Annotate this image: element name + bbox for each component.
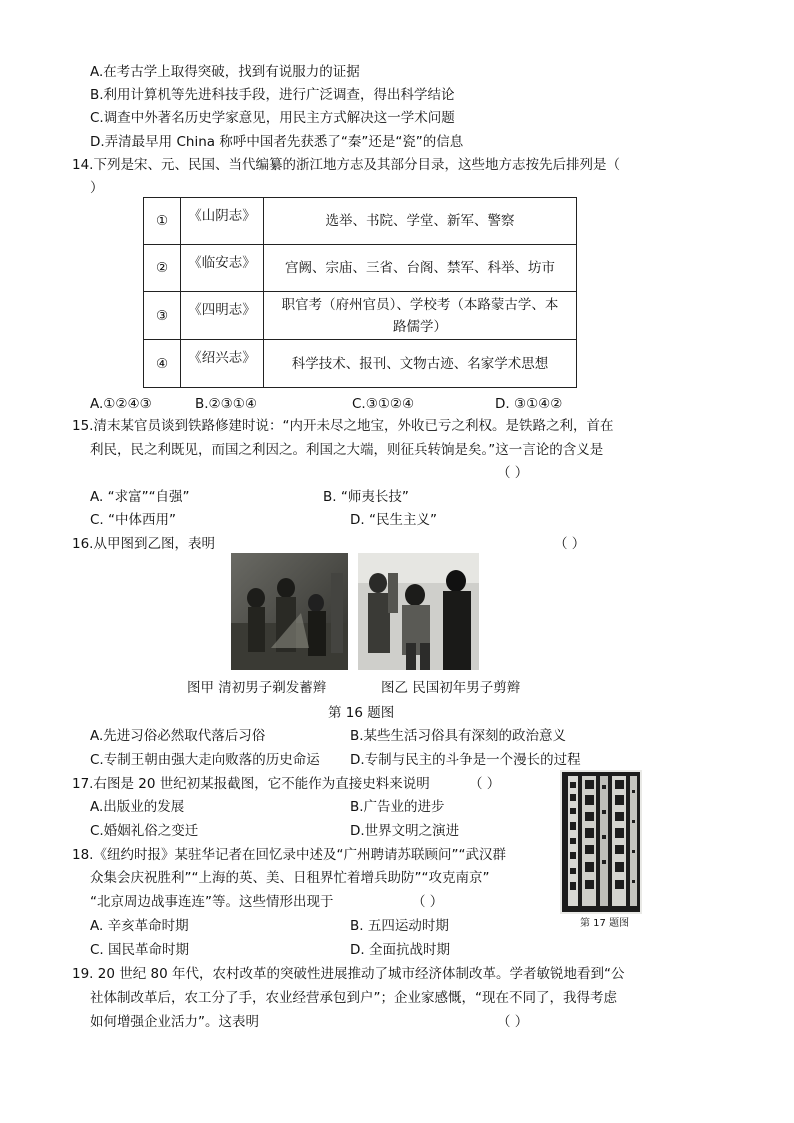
q17-option-c: C.婚姻礼俗之变迁 <box>90 823 199 839</box>
fig16-caption-b: 图乙 民国初年男子剪辫 <box>381 680 521 696</box>
q17-answer-paren: （ ） <box>469 776 501 792</box>
table-row <box>144 245 577 292</box>
photo-qing-queue <box>231 553 348 670</box>
gazetteer-contents: 选举、书院、学堂、新军、警察 <box>264 198 577 245</box>
gazetteer-name: 《绍兴志》 <box>181 340 264 388</box>
q16-answer-paren: （ ） <box>554 536 586 552</box>
q19-stem-line1: 19. 20 世纪 80 年代，农村改革的突破性进展推动了城市经济体制改革。学者敏锐地看到“公 <box>72 966 625 982</box>
q18-stem-line1: 18.《纽约时报》某驻华记者在回忆录中述及“广州聘请苏联顾问”“武汉群 <box>72 847 506 863</box>
q18-option-c: C. 国民革命时期 <box>90 942 190 958</box>
table-row <box>144 198 577 245</box>
q19-answer-paren: （ ） <box>497 1014 529 1030</box>
gazetteer-contents: 宫阙、宗庙、三省、台阁、禁军、科举、坊市 <box>264 245 577 292</box>
photo-republic-queue-cutting <box>358 553 479 670</box>
q18-answer-paren: （ ） <box>412 894 444 910</box>
gazetteer-name: 《山阴志》 <box>181 198 264 245</box>
q14-option-a: A.①②④③ <box>90 396 152 412</box>
q13-option-a: A.在考古学上取得突破，找到有说服力的证据 <box>90 64 360 80</box>
gazetteer-name: 《临安志》 <box>181 245 264 292</box>
q16-option-a: A.先进习俗必然取代落后习俗 <box>90 728 266 744</box>
gazetteer-contents: 科学技术、报刊、文物古迹、名家学术思想 <box>264 340 577 388</box>
q19-stem-line2: 社体制改革后，农工分了手，农业经营承包到户”；企业家感慨，“现在不同了，我得考虑 <box>90 990 617 1006</box>
q18-option-b: B. 五四运动时期 <box>350 918 449 934</box>
q18-stem-line3: “北京周边战事连连”等。这些情形出现于 <box>90 894 334 910</box>
q15-option-d: D. “民生主义” <box>350 512 437 528</box>
row-number: ④ <box>144 340 181 388</box>
q15-option-b: B. “师夷长技” <box>323 489 409 505</box>
q16-option-b: B.某些生活习俗具有深刻的政治意义 <box>350 728 567 744</box>
gazetteer-table <box>143 197 577 388</box>
q13-option-c: C.调查中外著名历史学家意见，用民主方式解决这一学术问题 <box>90 110 455 126</box>
q17-option-a: A.出版业的发展 <box>90 799 185 815</box>
row-number: ② <box>144 245 181 292</box>
q14-stem-paren: ） <box>90 180 104 196</box>
q15-option-c: C. “中体西用” <box>90 512 176 528</box>
row-number: ① <box>144 198 181 245</box>
gazetteer-contents-line: 路儒学） <box>393 318 447 335</box>
q14-option-d: D. ③①④② <box>495 396 563 412</box>
row-number: ③ <box>144 292 181 340</box>
newspaper-clipping-image <box>560 770 642 914</box>
q14-stem: 14.下列是宋、元、民国、当代编纂的浙江地方志及其部分目录，这些地方志按先后排列是（ <box>72 157 620 173</box>
q18-option-d: D. 全面抗战时期 <box>350 942 450 958</box>
q16-stem: 16.从甲图到乙图，表明 <box>72 536 215 552</box>
gazetteer-contents <box>264 292 577 340</box>
q13-option-b: B.利用计算机等先进科技手段，进行广泛调查，得出科学结论 <box>90 87 455 103</box>
q17-option-b: B.广告业的进步 <box>350 799 445 815</box>
q18-stem-line2: 众集会庆祝胜利”“上海的英、美、日租界忙着增兵助防”“攻克南京” <box>90 870 490 886</box>
table-row <box>144 340 577 388</box>
q15-stem-line1: 15.清末某官员谈到铁路修建时说：“内开未尽之地宝，外收已亏之利权。是铁路之利，首在 <box>72 418 614 434</box>
q14-option-c: C.③①②④ <box>352 396 415 412</box>
q15-stem-line2: 利民，民之利既见，而国之利因之。利国之大端，则征兵转饷是矣。”这一言论的含义是 <box>90 442 604 458</box>
q16-option-d: D.专制与民主的斗争是一个漫长的过程 <box>350 752 581 768</box>
gazetteer-contents-line: 职官考（府州官员）、学校考（本路蒙古学、本 <box>281 296 559 313</box>
q17-stem: 17.右图是 20 世纪初某报截图，它不能作为直接史料来说明 <box>72 776 430 792</box>
table-row <box>144 292 577 340</box>
gazetteer-name: 《四明志》 <box>181 292 264 340</box>
q15-answer-paren: （ ） <box>497 465 529 481</box>
q17-option-d: D.世界文明之演进 <box>350 823 460 839</box>
q14-option-b: B.②③①④ <box>195 396 257 412</box>
q16-option-c: C.专制王朝由强大走向败落的历史命运 <box>90 752 320 768</box>
fig16-title: 第 16 题图 <box>328 705 395 721</box>
q19-stem-line3: 如何增强企业活力”。这表明 <box>90 1014 259 1030</box>
q13-option-d: D.弄清最早用 China 称呼中国者先获悉了“秦”还是“瓷”的信息 <box>90 134 464 150</box>
fig17-caption: 第 17 题图 <box>580 918 630 929</box>
fig16-caption-a: 图甲 清初男子剃发蓄辫 <box>187 680 327 696</box>
q18-option-a: A. 辛亥革命时期 <box>90 918 189 934</box>
q15-option-a: A. “求富”“自强” <box>90 489 190 505</box>
